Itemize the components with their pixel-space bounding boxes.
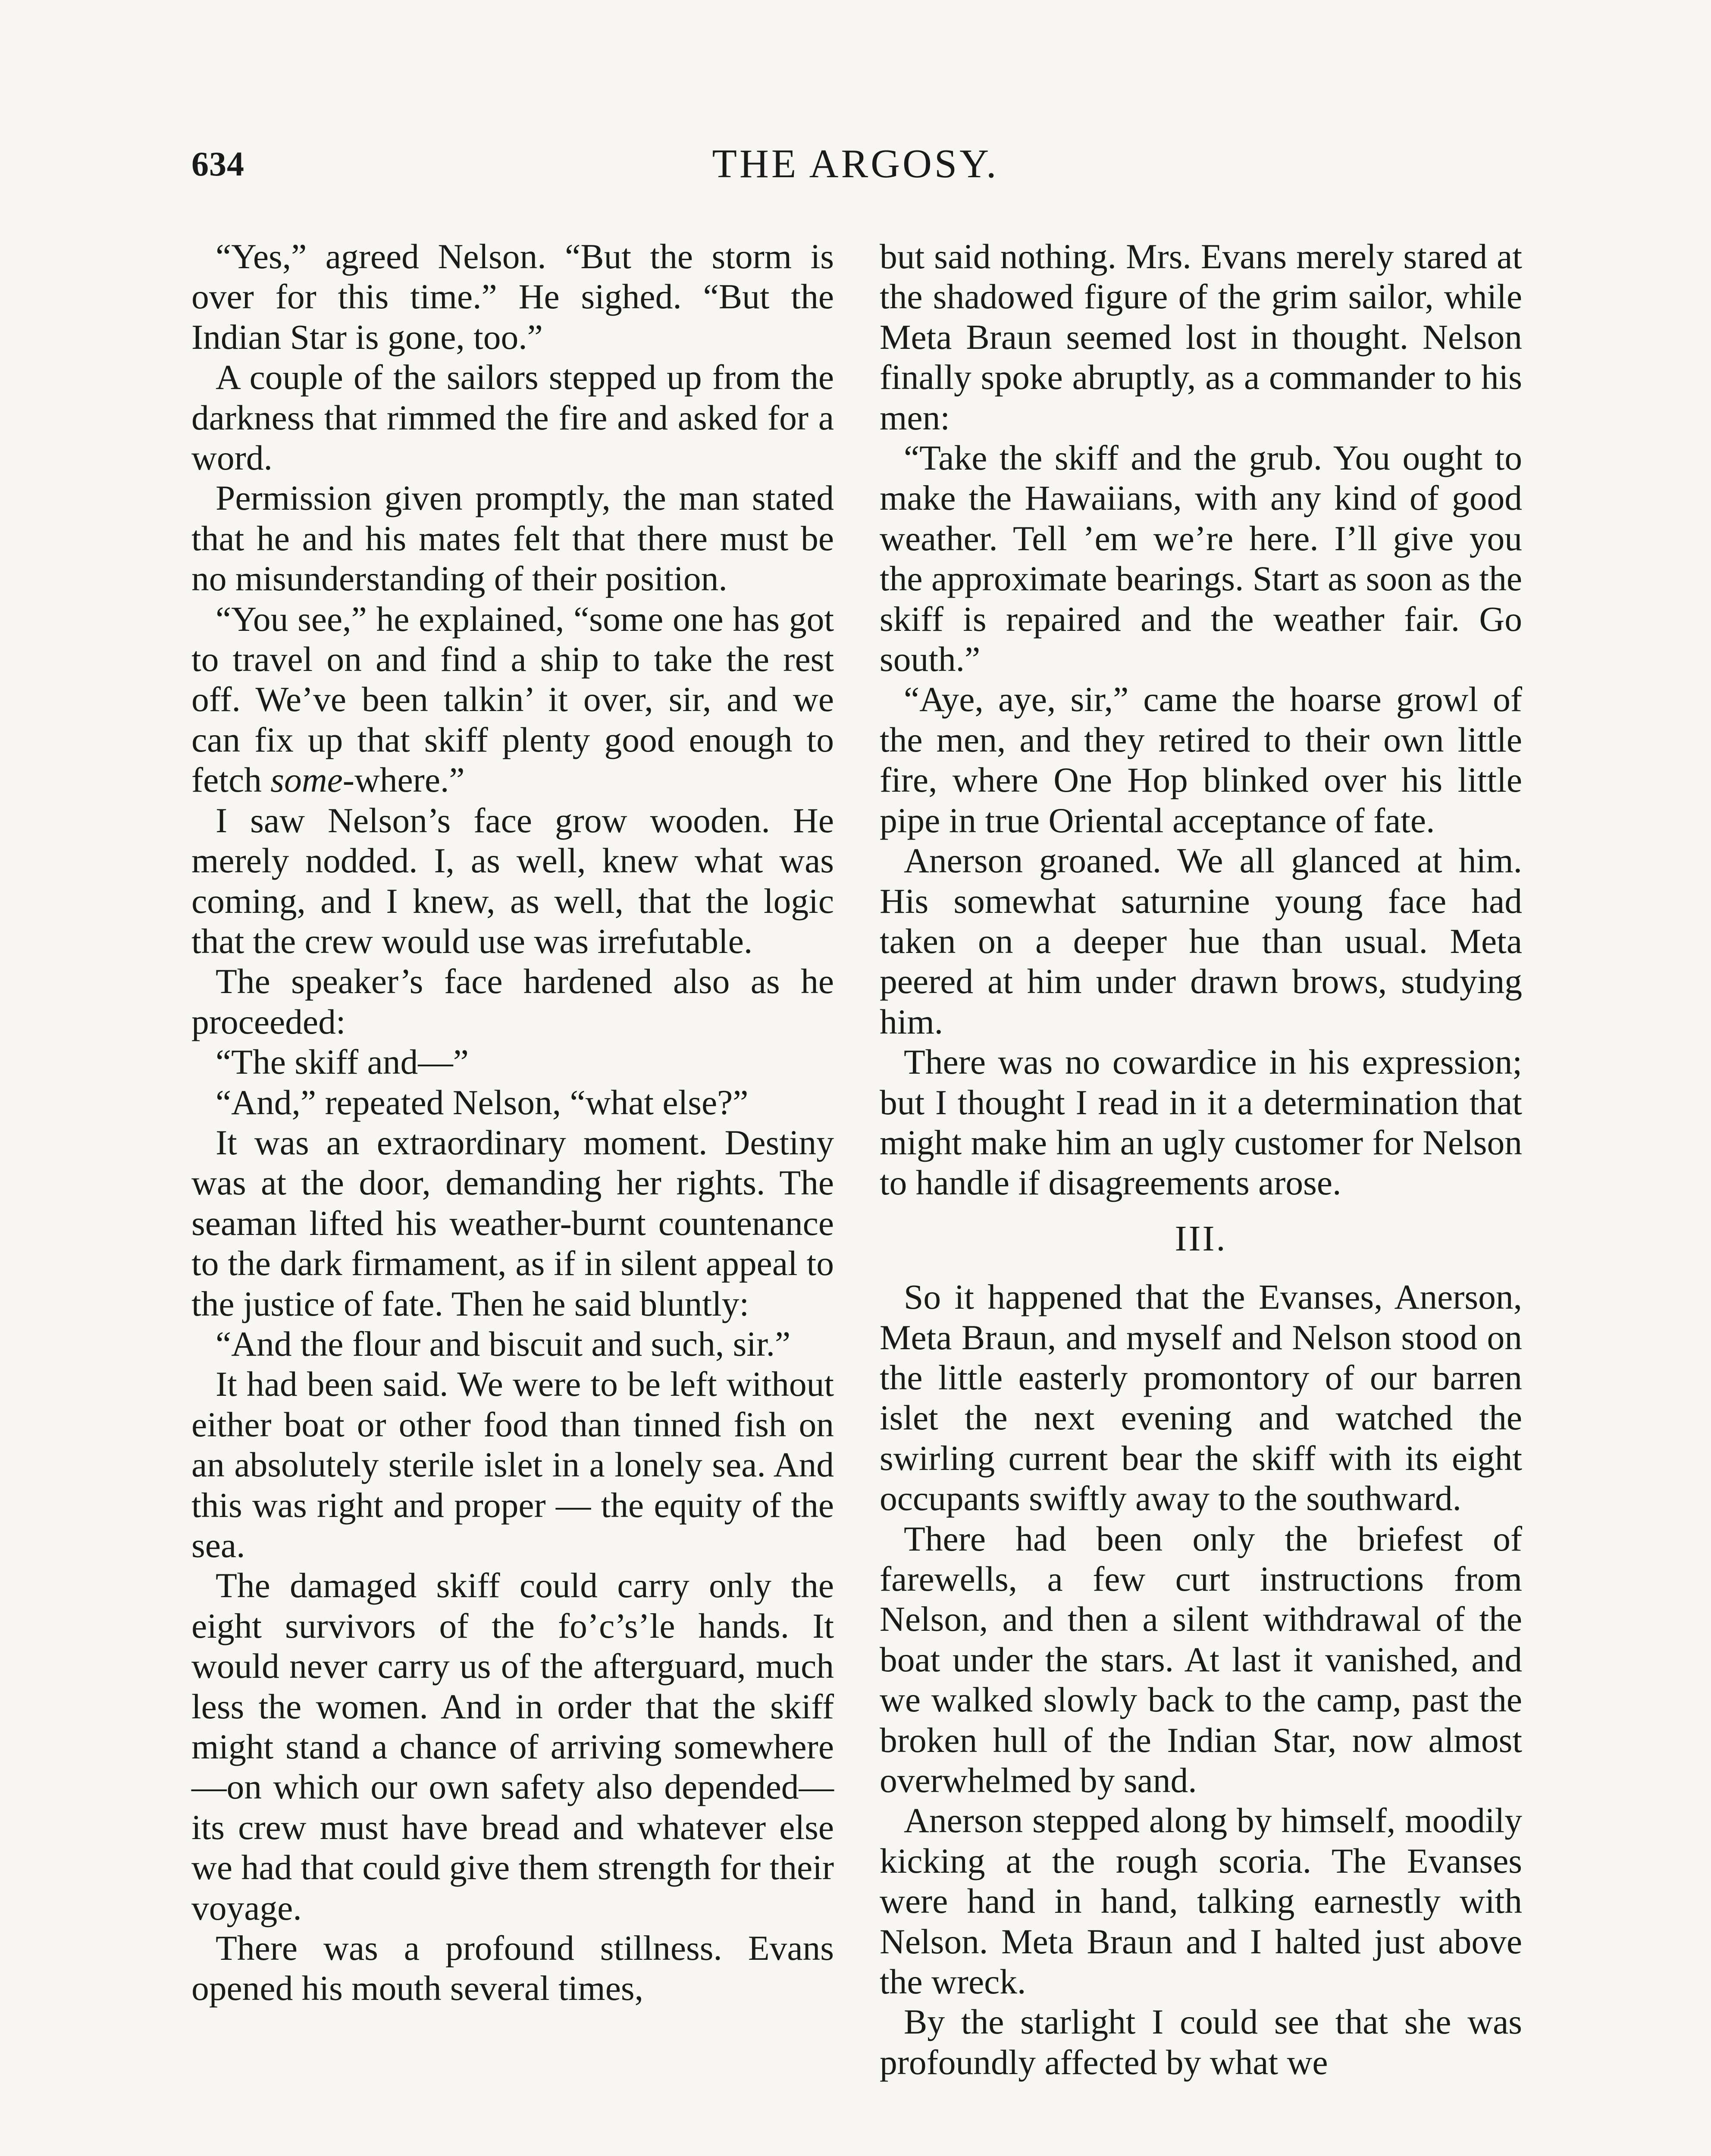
paragraph: So it happened that the Evanses, Anerson, Meta Braun, and myself and Nelson stood on the little easterly promontory of our barren islet the next evening and watched the swirling current bear the skiff with its eight occupants swiftly away to the southward. xyxy=(880,1277,1522,1518)
right-column xyxy=(880,236,1522,2082)
paragraph: There had been only the briefest of farewells, a few curt instructions from Nelson, and then a silent withdrawal of the boat under the stars. At last it vanished, and we walked slowly back to the camp, past the broken hull of the Indian Star, now almost overwhelmed by sand. xyxy=(880,1519,1522,1800)
paragraph: The speaker’s face hardened also as he proceeded: xyxy=(191,962,834,1041)
paragraph: It had been said. We were to be left without either boat or other food than tinned fish on an absolutely sterile islet in a lonely sea. And this was right and proper — the equity of the sea. xyxy=(191,1364,834,1565)
paragraph: Anerson stepped along by himself, moodily kicking at the rough scoria. The Evanses were hand in hand, talking earnestly with Nelson. Meta Braun and I halted just above the wreck. xyxy=(880,1801,1522,2002)
section-heading: III. xyxy=(1175,1218,1227,1259)
paragraph: “Yes,” agreed Nelson. “But the storm is over for this time.” He sighed. “But the Indian Star is gone, too.” xyxy=(191,237,834,357)
paragraph: It was an extraordinary moment. Destiny was at the door, demanding her rights. The seaman lifted his weather-burnt countenance to the dark firmament, as if in silent appeal to the justice of fate. Then he said bluntly: xyxy=(191,1122,834,1323)
paragraph: “And,” repeated Nelson, “what else?” xyxy=(216,1082,749,1122)
paragraph xyxy=(191,599,834,800)
left-column xyxy=(191,236,834,2009)
paragraph: but said nothing. Mrs. Evans merely stared at the shadowed figure of the grim sailor, while Meta Braun seemed lost in thought. Nelson finally spoke abruptly, as a commander to his men: xyxy=(880,237,1522,437)
italic-word: some- xyxy=(270,760,354,800)
paragraph: “Aye, aye, sir,” came the hoarse growl of the men, and they retired to their own little fire, where One Hop blinked over his little pipe in true Oriental acceptance of fate. xyxy=(880,680,1522,840)
paragraph: I saw Nelson’s face grow wooden. He merely nodded. I, as well, knew what was coming, and I knew, as well, that the logic that the crew would use was irrefutable. xyxy=(191,800,834,961)
paragraph: “The skiff and—” xyxy=(216,1042,469,1082)
running-title: THE ARGOSY. xyxy=(712,141,999,186)
page-number: 634 xyxy=(191,145,244,183)
paragraph: By the starlight I could see that she was profoundly affected by what we xyxy=(880,2002,1522,2082)
paragraph: A couple of the sailors stepped up from the darkness that rimmed the fire and asked for a word. xyxy=(191,357,834,478)
paragraph: There was a profound stillness. Evans opened his mouth several times, xyxy=(191,1928,834,2008)
paragraph: Permission given promptly, the man stated that he and his mates felt that there must be no misunderstanding of their position. xyxy=(191,478,834,599)
paragraph: There was no cowardice in his expression; but I thought I read in it a determination that might make him an ugly customer for Nelson to handle if disagreements arose. xyxy=(880,1042,1522,1203)
paragraph: “Take the skiff and the grub. You ought to make the Hawaiians, with any kind of good weather. Tell ’em we’re here. I’ll give you the approximate bearings. Start as soon as the skiff is repaired and the weather fair. Go south.” xyxy=(880,438,1522,679)
paragraph-text: where.” xyxy=(354,760,465,800)
paragraph: Anerson groaned. We all glanced at him. His somewhat saturnine young face had taken on a deeper hue than usual. Meta peered at him under drawn brows, studying him. xyxy=(880,841,1522,1041)
paragraph-text: “You see,” he explained, “some one has got to travel on and find a ship to take the rest off. We’ve been talkin’ it over, sir, and we can fix up that skiff plenty good enough to fetch xyxy=(191,599,834,800)
paragraph: The damaged skiff could carry only the eight survivors of the fo’c’s’le hands. It would never carry us of the afterguard, much less the women. And in order that the skiff might stand a chance of arriving somewhere—on which our own safety also depended—its crew must have bread and whatever else we had that could give them strength for their voyage. xyxy=(191,1566,834,1927)
paragraph: “And the flour and biscuit and such, sir.” xyxy=(216,1324,791,1363)
